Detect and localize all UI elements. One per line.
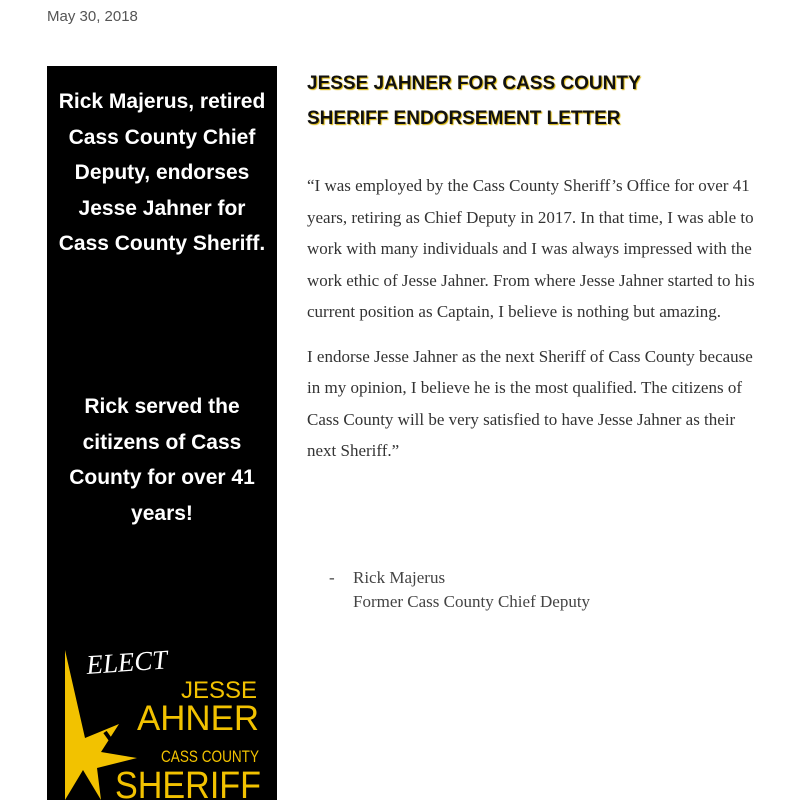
logo-office-text: SHERIFF	[115, 765, 261, 800]
signature-dash: -	[329, 568, 335, 587]
post-date: May 30, 2018	[47, 8, 138, 25]
logo-last-name: AHNER	[137, 699, 259, 738]
sidebar-service-text: Rick served the citizens of Cass County for over 41 years!	[69, 395, 255, 525]
logo-elect-text: ELECT	[85, 644, 169, 680]
logo-county-text: CASS COUNTY	[161, 747, 259, 766]
sidebar-banner	[47, 66, 277, 800]
sidebar-endorsement-text: Rick Majerus, retired Cass County Chief Deputy, endorses Jesse Jahner for Cass County Sheriff.	[58, 90, 266, 255]
title-line-1: JESSE JAHNER FOR CASS COUNTY	[307, 73, 641, 94]
logo-first-name: JESSE	[180, 677, 257, 704]
title-line-2: SHERIFF ENDORSEMENT LETTER	[307, 108, 621, 129]
letter-paragraph-2: I endorse Jesse Jahner as the next Sheriff of Cass County because in my opinion, I believe he is the most qualified. The citizens of Cass County will be very satisfied to have Jesse Jahner as their next Sheriff.”	[307, 346, 753, 460]
signature-role: Former Cass County Chief Deputy	[353, 592, 591, 611]
letter-paragraph-1: “I was employed by the Cass County Sheriff’s Office for over 41 years, retiring as Chief Deputy in 2017. In that time, I was able to work with many individuals and I was always impressed with the work ethic of Jesse Jahner. From where Jesse Jahner started to his current position as Captain, I believe is nothing but amazing.	[307, 176, 755, 321]
letter-body	[307, 170, 767, 480]
campaign-logo	[47, 640, 277, 800]
signature-name: Rick Majerus	[353, 568, 446, 587]
signature-block	[329, 566, 590, 614]
page-title	[307, 66, 777, 136]
